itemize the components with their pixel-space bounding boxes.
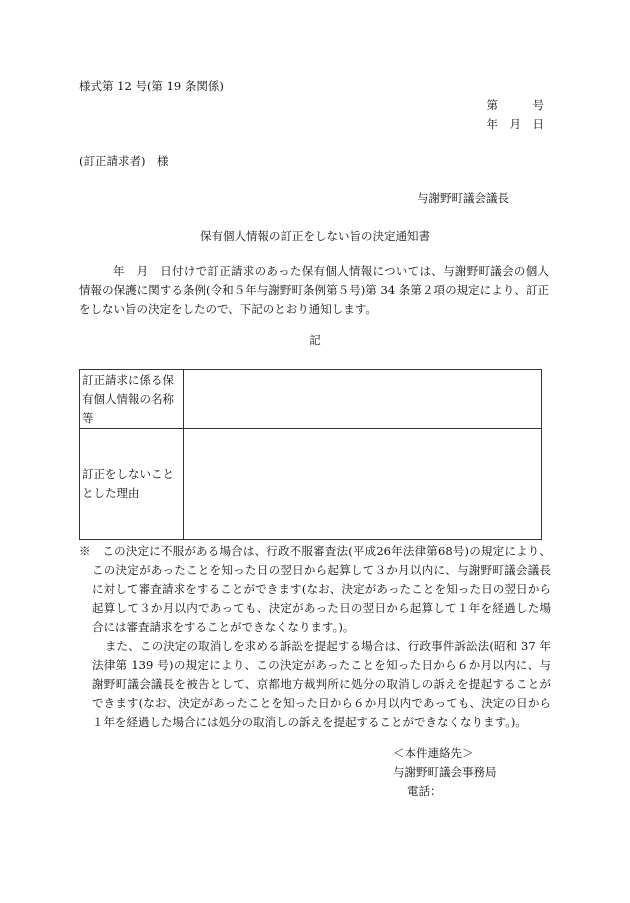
intro-paragraph: 年 月 日付けで訂正請求のあった保有個人情報については、与謝野町議会の個人情報の保護に関する条例(令和５年与謝野町条例第５号)第 34 条第２項の規定により、訂正をしない旨の決定をしたので、下記のとおり通知します。 <box>79 264 549 316</box>
document-number: 第 号 <box>486 98 544 112</box>
ki-heading: 記 <box>309 333 321 347</box>
contact-heading: ＜本件連絡先＞ <box>393 746 474 760</box>
table-row <box>80 370 542 429</box>
note-appeal: ※ この決定に不服がある場合は、行政不服審査法(平成26年法律第68号)の規定により、この決定があったことを知った日の翌日から起算して３か月以内に、与謝野町議会議長に対して審査請求をすることができます(なお、決定があったことを知った日の翌日から起算して３か月以内であっても、決定があった日の翌日から起算して１年を経過した場合には審査請求をすることができなくなります。)。 <box>79 544 551 634</box>
contact-phone: 電話： <box>407 784 442 798</box>
notes-section <box>79 542 551 732</box>
document-title: 保有個人情報の訂正をしない旨の決定通知書 <box>200 229 430 243</box>
table-row <box>80 429 542 540</box>
recipient: (訂正請求者) 様 <box>79 154 169 168</box>
sender: 与謝野町議会議長 <box>417 191 509 205</box>
table-label-reason: 訂正をしないこととした理由 <box>80 429 184 540</box>
table-value-information-name <box>184 370 542 429</box>
contact-office: 与謝野町議会事務局 <box>393 765 497 779</box>
detail-table <box>79 369 542 540</box>
table-value-reason <box>184 429 542 540</box>
table-label-information-name: 訂正請求に係る保有個人情報の名称等 <box>80 370 184 429</box>
document-date: 年 月 日 <box>486 117 544 131</box>
note-lawsuit: また、この決定の取消しを求める訴訟を提起する場合は、行政事件訴訟法(昭和 37 年法律第 139 号)の規定により、この決定があったことを知った日から６か月以内に、与謝野町議会議長を被告として、京都地方裁判所に処分の取消しの訴えを提起することができます(なお、決定があったことを知った日から６か月以内であっても、決定の日から１年を経過した場合には処分の取消しの訴えを提起することができなくなります。)。 <box>92 639 551 729</box>
form-number: 様式第 12 号(第 19 条関係) <box>79 79 224 93</box>
contact-block <box>393 744 497 801</box>
